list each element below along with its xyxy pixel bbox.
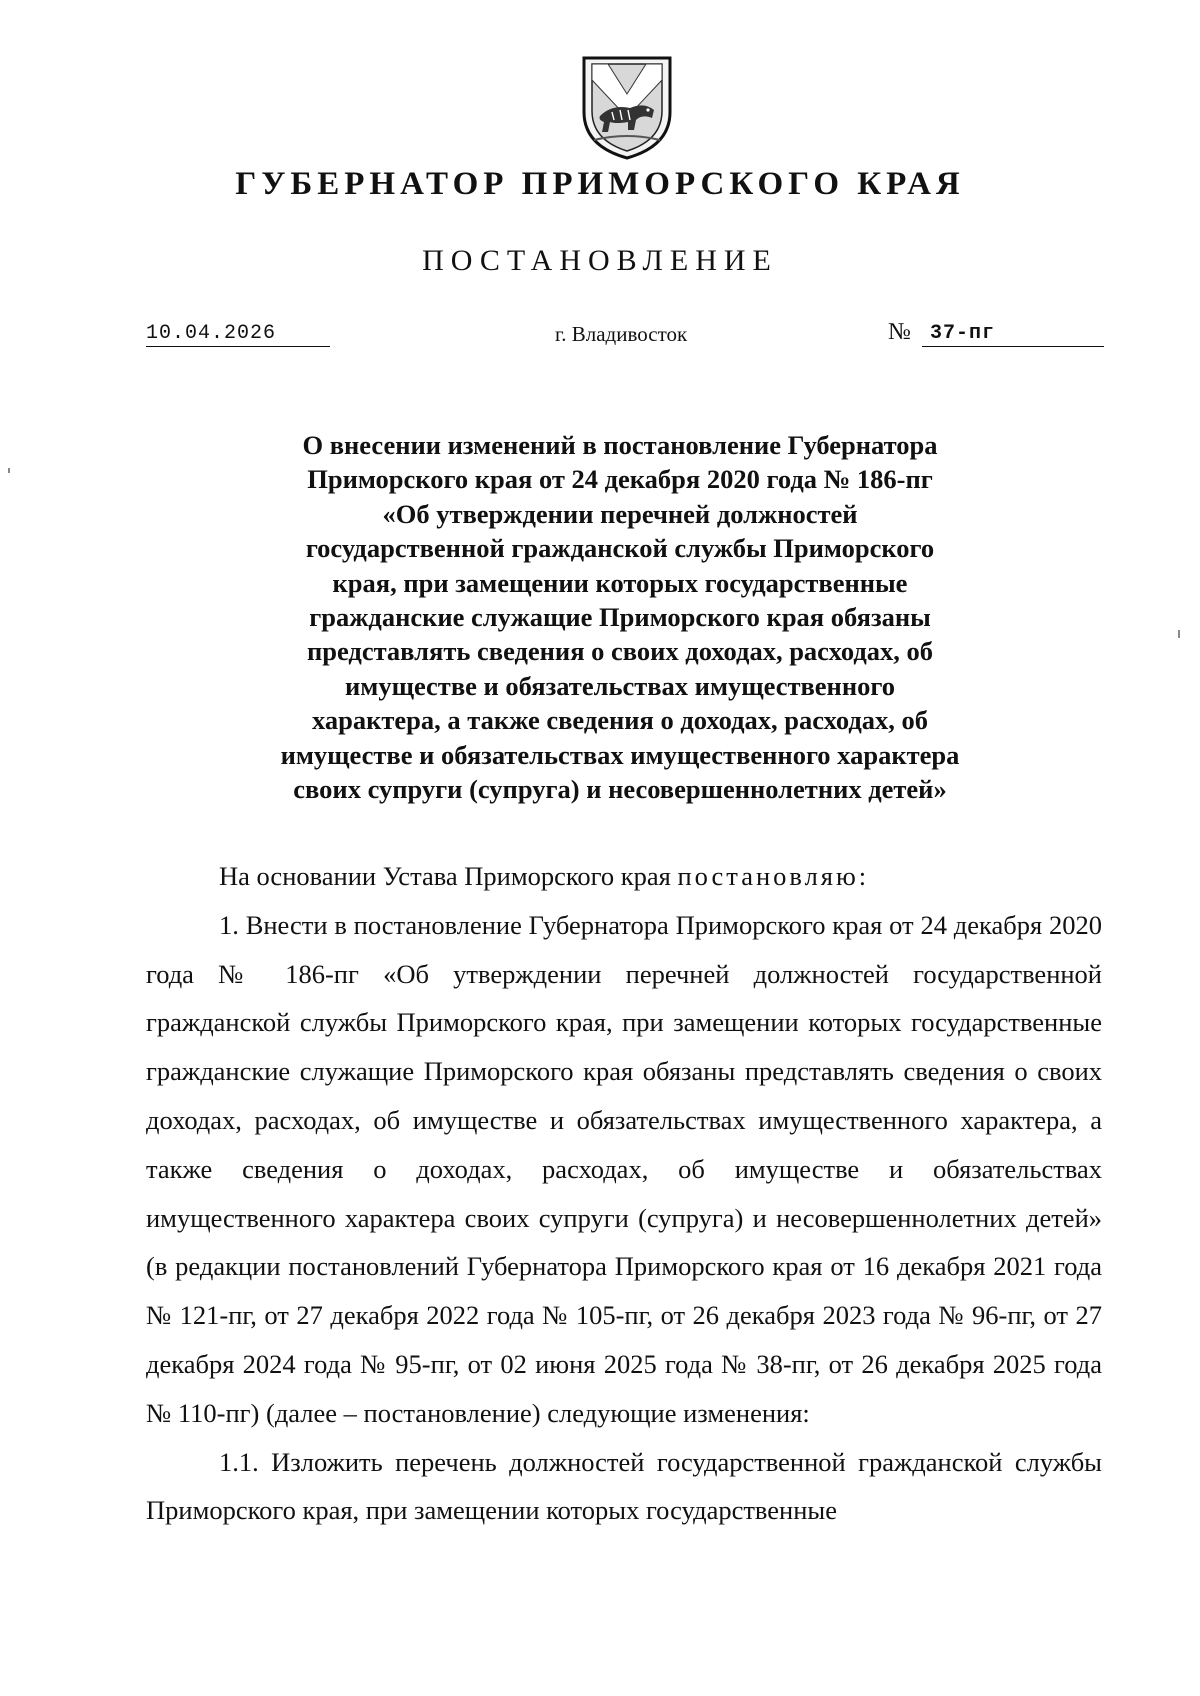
title-line: характера, а также сведения о доходах, расходах, об: [311, 705, 929, 736]
title-line: своих супруги (супруга) и несовершеннолетних детей»: [293, 774, 947, 805]
intro-text: На основании Устава Приморского края: [219, 861, 671, 891]
document-type: ПОСТАНОВЛЕНИЕ: [422, 244, 778, 277]
document-number: 37-пг: [922, 322, 1104, 347]
document-city: г. Владивосток: [555, 322, 688, 346]
title-line: имуществе и обязательствах имущественного характера: [280, 739, 960, 770]
paragraph-1: 1. Внести в постановление Губернатора Приморского края от 24 декабря 2020 года № 186-пг «Об утверждении перечней должностей государственной гражданской службы Приморского края, при замещении которых государственные гражданские служащие Приморского края обязаны представлять сведения о своих доходах, расходах, об имуществе и обязательствах имущественного характера, а также сведения о доходах, расходах, об имуществе и обязательствах имущественного характера своих супруги (супруга) и несовершеннолетних детей» (в редакции постановлений Губернатора Приморского края от 16 декабря 2021 года № 121-пг, от 27 декабря 2022 года № 105-пг, от 26 декабря 2023 года № 96-пг, от 27 декабря 2024 года № 95-пг, от 02 июня 2025 года № 38-пг, от 26 декабря 2025 года № 110-пг) (далее – постановление) следующие изменения:: [146, 909, 1102, 1428]
document-date: 10.04.2026: [146, 322, 330, 347]
intro-paragraph: [146, 852, 1102, 901]
decree-word: постановляю: [677, 861, 859, 891]
title-line: имуществе и обязательствах имущественного: [345, 670, 895, 701]
title-line: Приморского края от 24 декабря 2020 года № 186-пг: [307, 464, 933, 495]
document-body: [146, 852, 1102, 1535]
issuing-authority: ГУБЕРНАТОР ПРИМОРСКОГО КРАЯ: [235, 166, 965, 202]
intro-end: :: [858, 861, 867, 891]
paragraph-1-1: 1.1. Изложить перечень должностей государственной гражданской службы Приморского края, при замещении которых государственные: [146, 1446, 1102, 1526]
title-line: О внесении изменений в постановление Губернатора: [302, 430, 938, 460]
title-line: гражданские служащие Приморского края обязаны: [309, 602, 931, 633]
title-line: «Об утверждении перечней должностей: [382, 498, 858, 529]
coat-of-arms-emblem: [572, 50, 682, 162]
scan-speck: [8, 468, 10, 473]
title-line: представлять сведения о своих доходах, расходах, об: [307, 636, 933, 667]
title-line: края, при замещении которых государственные: [332, 567, 908, 598]
document-title: [230, 428, 1010, 806]
scan-speck: [1178, 630, 1180, 638]
number-label: №: [888, 319, 911, 345]
title-line: государственной гражданской службы Приморского: [305, 533, 935, 564]
